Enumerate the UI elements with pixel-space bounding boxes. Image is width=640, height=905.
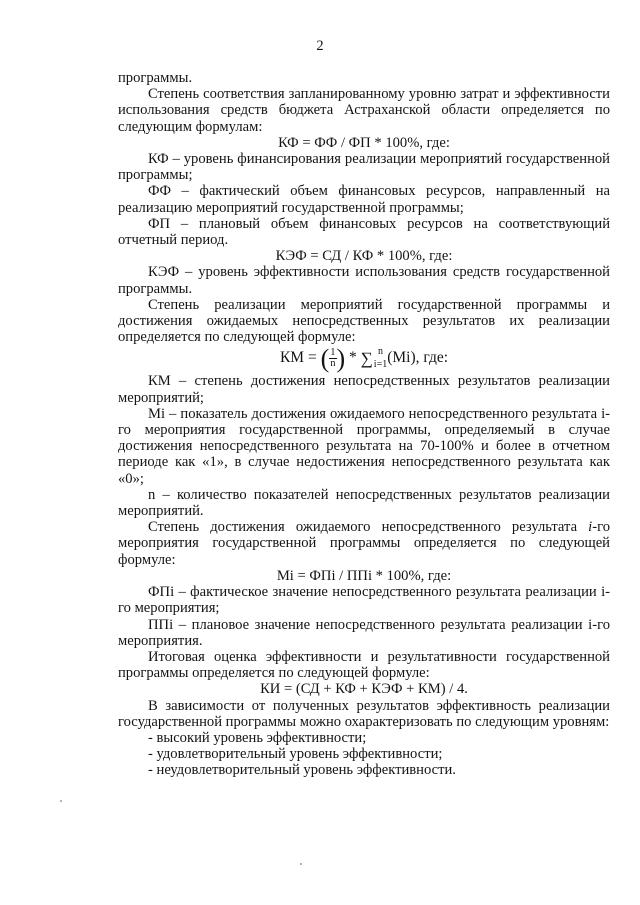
paragraph: В зависимости от полученных результатов эффективность реализации государственной программы можно охарактеризовать по следующим уровням: bbox=[118, 697, 610, 730]
list-item: - высокий уровень эффективности; bbox=[148, 729, 367, 746]
km-lhs: КМ bbox=[279, 349, 305, 367]
paragraph: Степень достижения ожидаемого непосредственного результата i-го мероприятия государственной программы определяется по следующей формуле: bbox=[118, 519, 610, 568]
definition-fpi: ФПi – фактическое значение непосредственного результата реализации i-го мероприятия; bbox=[118, 584, 610, 617]
sum-argument: (Mi), где: bbox=[387, 349, 449, 367]
formula-kef: КЭФ = СД / КФ * 100%, где: bbox=[275, 248, 453, 265]
summation bbox=[361, 347, 388, 370]
paragraph: Итоговая оценка эффективности и результативности государственной программы определяется по следующей формуле: bbox=[118, 648, 610, 682]
paragraph: программы. bbox=[118, 70, 193, 86]
sum-limits bbox=[374, 347, 387, 370]
paren-open: ( bbox=[320, 343, 330, 373]
fraction-denominator: n bbox=[330, 358, 336, 370]
definition-n: n – количество показателей непосредственных результатов реализации мероприятий. bbox=[118, 486, 610, 520]
definition-kf: КФ – уровень финансирования реализации мероприятий государственной программы; bbox=[118, 151, 610, 184]
sum-lower: i=1 bbox=[373, 359, 388, 371]
formula-ki: КИ = (СД + КФ + КЭФ + КМ) / 4. bbox=[260, 681, 468, 698]
formula-mi: Mi = ФПi / ППi * 100%, где: bbox=[276, 567, 452, 584]
definition-ff: ФФ – фактический объем финансовых ресурсов, направленный на реализацию мероприятий государственной программы; bbox=[118, 183, 610, 216]
definition-fp: ФП – плановый объем финансовых ресурсов на соответствующий отчетный период. bbox=[118, 215, 610, 249]
fraction bbox=[329, 348, 336, 369]
page-number: 2 bbox=[316, 38, 324, 54]
fraction-numerator: 1 bbox=[330, 347, 336, 359]
scan-speck bbox=[60, 800, 62, 802]
formula-km bbox=[118, 343, 610, 373]
sum-sign: ∑ bbox=[360, 348, 373, 368]
list-item: - неудовлетворительный уровень эффективности. bbox=[148, 762, 456, 779]
definition-km: КМ – степень достижения непосредственных результатов реализации мероприятий; bbox=[118, 373, 610, 406]
km-times: * bbox=[349, 349, 357, 367]
paragraph: Степень реализации мероприятий государственной программы и достижения ожидаемых непосредственных результатов их реализации определяется по следующей формуле: bbox=[118, 296, 610, 346]
list-item: - удовлетворительный уровень эффективности; bbox=[148, 746, 443, 763]
definition-ppi: ППi – плановое значение непосредственного результата реализации i-го мероприятия. bbox=[118, 616, 610, 649]
definition-kef: КЭФ – уровень эффективности использования средств государственной программы. bbox=[118, 264, 610, 297]
scan-speck bbox=[300, 863, 302, 865]
formula-kf: КФ = ФФ / ФП * 100%, где: bbox=[278, 134, 450, 151]
sum-upper: n bbox=[378, 346, 383, 358]
paragraph: Степень соответствия запланированному уровню затрат и эффективности использования средств бюджета Астраханской области определяется по следующим формулам: bbox=[118, 86, 610, 135]
km-equals: = bbox=[307, 349, 317, 367]
document-body bbox=[118, 70, 610, 779]
paren-close: ) bbox=[336, 343, 346, 373]
definition-mi: Mi – показатель достижения ожидаемого непосредственного результата i-го мероприятия государственной программы, определяемый в случае достижения непосредственного результата на 70-100% и более в отчетном периоде как «1», в случае недостижения непосредственного результата как «0»; bbox=[118, 405, 610, 487]
